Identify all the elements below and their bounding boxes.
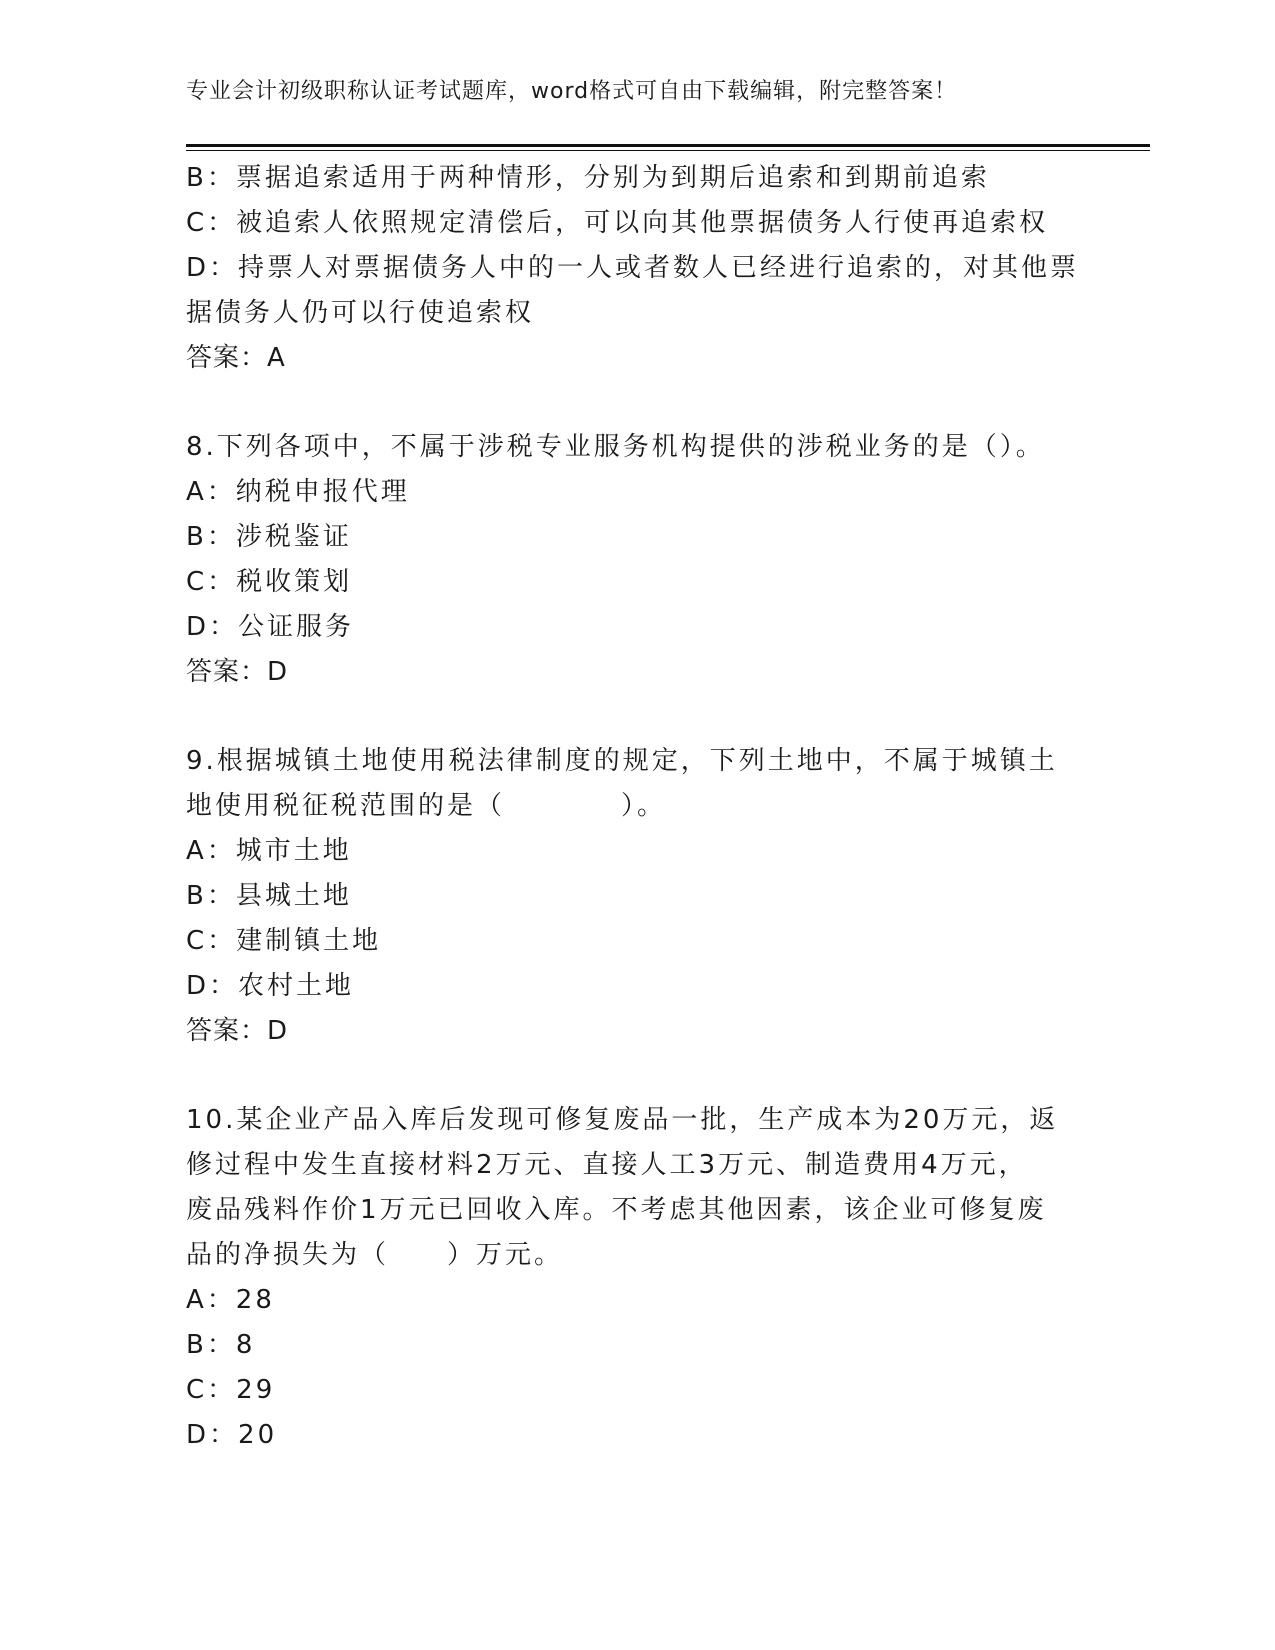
q8-option-a: A：纳税申报代理 [186, 477, 410, 507]
q10-stem-line-1: 10.某企业产品入库后发现可修复废品一批，生产成本为20万元，返 [186, 1105, 1059, 1135]
question-content [186, 156, 1086, 1458]
q7-option-d: D：持票人对票据债务人中的一人或者数人已经进行追索的，对其他票 [186, 253, 1080, 283]
q9-option-d: D：农村土地 [186, 971, 355, 1001]
page-header: 专业会计初级职称认证考试题库，word格式可自由下载编辑，附完整答案！ [186, 79, 958, 104]
q8-answer: 答案：D [186, 657, 289, 687]
header-rule-thick [186, 144, 1150, 147]
q10-option-b: B：8 [186, 1330, 256, 1360]
q9-stem-line-2: 地使用税征税范围的是（ ）。 [186, 791, 667, 821]
q7-option-b: B：票据追索适用于两种情形，分别为到期后追索和到期前追索 [186, 163, 990, 193]
q10-option-a: A：28 [186, 1285, 275, 1315]
q8-option-b: B：涉税鉴证 [186, 522, 352, 552]
q10-option-d: D：20 [186, 1420, 278, 1450]
q7-option-d-continued: 据债务人仍可以行使追索权 [186, 298, 535, 328]
q7-answer: 答案：A [186, 343, 286, 373]
q10-stem-line-4: 品的净损失为（ ）万元。 [186, 1240, 564, 1270]
q10-option-c: C：29 [186, 1375, 276, 1405]
q8-option-d: D：公证服务 [186, 612, 355, 642]
q8-stem: 8.下列各项中，不属于涉税专业服务机构提供的涉税业务的是（）。 [186, 432, 1045, 462]
q9-answer: 答案：D [186, 1016, 289, 1046]
q9-stem-line-1: 9.根据城镇土地使用税法律制度的规定，下列土地中，不属于城镇土 [186, 746, 1058, 776]
q9-option-b: B：县城土地 [186, 881, 352, 911]
question-9 [186, 739, 1086, 1054]
q8-option-c: C：税收策划 [186, 567, 353, 597]
header-rule-thin [186, 150, 1150, 151]
q7-option-c: C：被追索人依照规定清偿后，可以向其他票据债务人行使再追索权 [186, 208, 1049, 238]
q9-option-c: C：建制镇土地 [186, 926, 382, 956]
question-10 [186, 1098, 1086, 1458]
q9-option-a: A：城市土地 [186, 836, 352, 866]
q10-stem-line-2: 修过程中发生直接材料2万元、直接人工3万元、制造费用4万元， [186, 1150, 1028, 1180]
question-8 [186, 425, 1086, 695]
q10-stem-line-3: 废品残料作价1万元已回收入库。不考虑其他因素，该企业可修复废 [186, 1195, 1047, 1225]
question-7 [186, 156, 1086, 381]
